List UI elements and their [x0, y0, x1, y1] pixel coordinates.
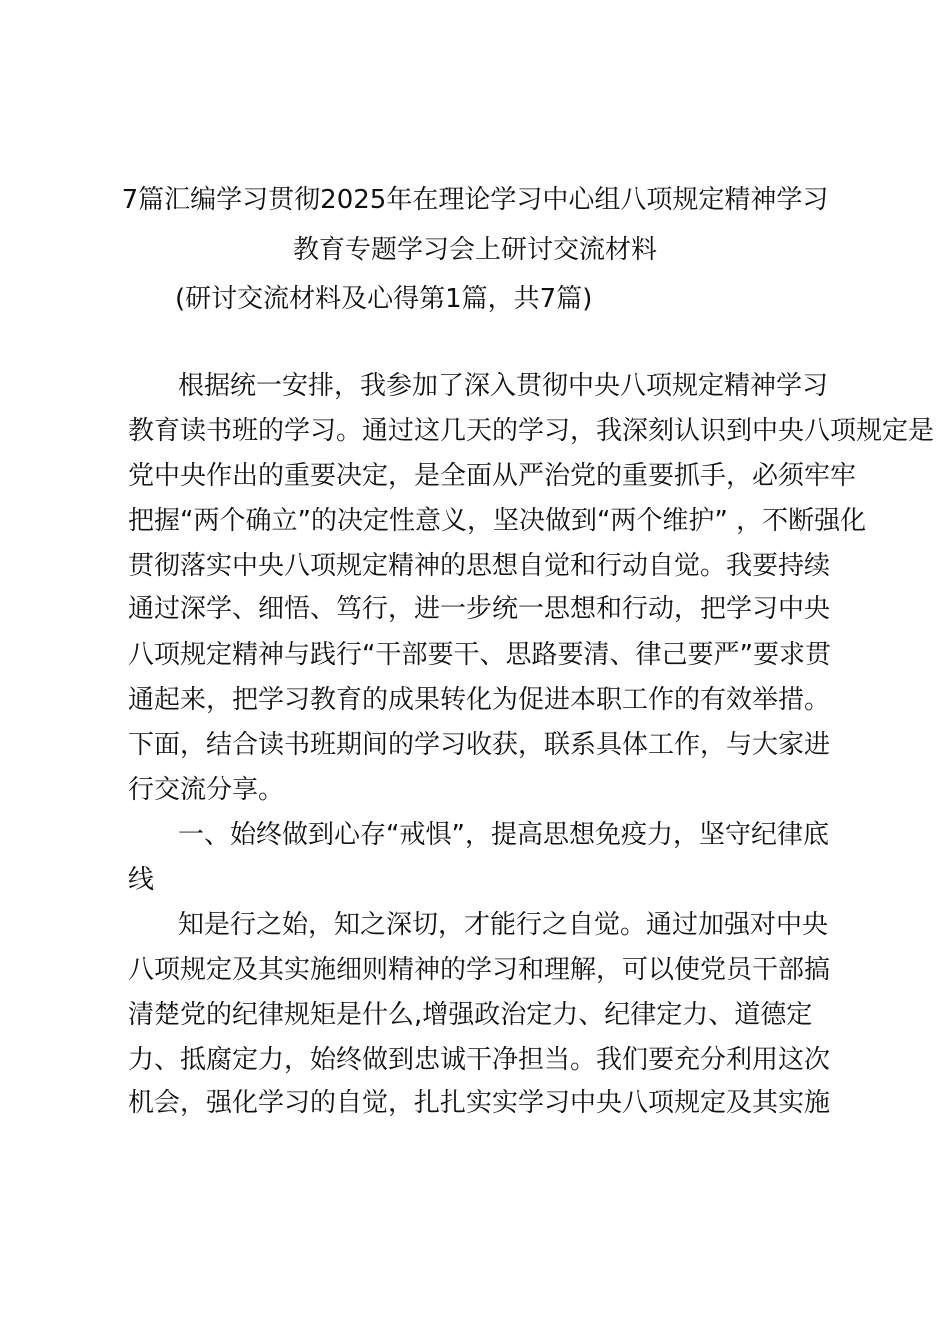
- paragraph-line: 通起来，把学习教育的成果转化为促进本职工作的有效举措。: [128, 685, 831, 715]
- paragraph-line: 把握“两个确立”的决定性意义，坚决做到“两个维护” ，不断强化: [128, 506, 867, 536]
- paragraph-line: 知是行之始，知之深切，才能行之自觉。通过加强对中央: [178, 910, 829, 940]
- paragraph-line: 八项规定及其实施细则精神的学习和理解，可以使党员干部搞: [128, 955, 831, 985]
- paragraph-line: 机会，强化学习的自觉，扎扎实实学习中央八项规定及其实施: [128, 1088, 831, 1118]
- paragraph-line: 通过深学、细悟、笃行，进一步统一思想和行动，把学习中央: [128, 594, 831, 624]
- paragraph-line: 下面，结合读书班期间的学习收获，联系具体工作，与大家进: [128, 730, 831, 760]
- document-subtitle: (研讨交流材料及心得第1篇，共7篇): [175, 284, 593, 314]
- paragraph-line: 力、抵腐定力，始终做到忠诚干净担当。我们要充分利用这次: [128, 1045, 831, 1075]
- paragraph-line: 贯彻落实中央八项规定精神的思想自觉和行动自觉。我要持续: [128, 551, 831, 581]
- paragraph-line: 根据统一安排，我参加了深入贯彻中央八项规定精神学习: [178, 371, 829, 401]
- section-heading-line: 线: [128, 865, 155, 895]
- paragraph-line: 教育读书班的学习。通过这几天的学习，我深刻认识到中央八项规定是: [128, 416, 935, 446]
- paragraph-line: 行交流分享。: [128, 775, 285, 805]
- paragraph-line: 清楚党的纪律规矩是什么,增强政治定力、纪律定力、道德定: [128, 1000, 813, 1030]
- paragraph-line: 八项规定精神与践行“干部要干、思路要清、律己要严”要求贯: [128, 640, 831, 670]
- document-title-line-2: 教育专题学习会上研讨交流材料: [292, 235, 657, 265]
- paragraph-line: 党中央作出的重要决定，是全面从严治党的重要抓手，必须牢牢: [128, 461, 857, 491]
- section-heading-line: 一、始终做到心存“戒惧”，提高思想免疫力，坚守纪律底: [178, 820, 829, 850]
- document-title-line-1: 7篇汇编学习贯彻2025年在理论学习中心组八项规定精神学习: [121, 185, 829, 215]
